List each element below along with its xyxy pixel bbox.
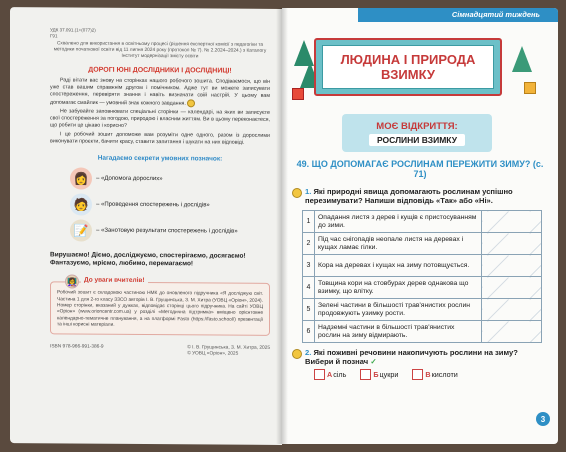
left-footer [50, 345, 270, 359]
table-row [303, 211, 542, 233]
legend-item [70, 194, 270, 217]
question-number: 1. [305, 187, 312, 196]
copyright-authors: © І. В. Грущинська, З. М. Хитра, 2025 [187, 345, 270, 352]
answer-cell[interactable] [482, 277, 542, 299]
smiley-icon [292, 349, 302, 359]
adult-helper-icon: 👩 [70, 168, 92, 190]
question-2-text [305, 348, 548, 366]
question-1 [292, 187, 548, 205]
checkmark-icon: ✓ [370, 357, 377, 366]
answer-cell[interactable] [482, 211, 542, 233]
option-label: цукри [379, 370, 399, 379]
legend-label: – «Проведення спостережень і дослідів» [96, 201, 210, 209]
table-row [303, 233, 542, 255]
question-2 [292, 348, 548, 366]
left-page [10, 7, 282, 445]
answer-options [314, 369, 548, 380]
intro-paragraph [50, 77, 270, 108]
record-results-icon: 📝 [70, 220, 92, 242]
option-label: сіль [333, 370, 347, 379]
teacher-note-title: До уваги вчителів! [81, 277, 148, 284]
question-1-text [305, 187, 548, 205]
answer-cell[interactable] [482, 299, 542, 321]
udc-code: УДК 37.091.(1+(077)2) [50, 27, 96, 33]
approval-note: Схвалено для використання в освітньому процесі (рішення експертної комісії з педагогіки та методики початкової освіти від 11 липня 2024 року (протокол № 7). № 2.2024–2024.) з Каталогу Інститут модернізації змісту освіти [53, 41, 267, 60]
observation-icon: 🧑 [70, 194, 92, 216]
legend-label: – «Допомога дорослих» [96, 175, 163, 183]
teacher-note-text: Робочий зошит є складовою частиною НМК до оновленого підручника «Я досліджую світ. Частина 1 для 2-го класу ЗЗСО авторів І. В. Грущинська, З. М. Хитра (УОВЦ «Оріон», 2024). Номер сторінки, вказаний у дужках, відповідає сторінці цього підручника. На сайті УОВЦ «Оріон» (www.orioncentr.com.ua) у розділі «Методична підтримка» вміщено орієнтовне календарно-тематичне планування, а на платформі Fasto (https://fasto.school/) презентації та інші корисні матеріали. [57, 290, 263, 328]
row-number: 6 [303, 321, 315, 343]
question-prompt: Які природні явища допомагають рослинам успішно перезимувати? Напиши відповідь «Так» або «Ні». [305, 187, 513, 205]
page-number: 3 [536, 412, 550, 426]
answer-cell[interactable] [482, 255, 542, 277]
intro-paragraph: Не забувайте заповнювати спеціальні сторінки — календарі, на яких ви записуєте свої спостереження за погодою, природою і власним життям. Ви в цьому переконаєтеся, що робити це цікаво і корисно? [50, 108, 270, 130]
row-statement: Під час снігопадів неопале листя на деревах і кущах ламає гілки. [315, 233, 482, 255]
discovery-title: МОЄ ВІДКРИТТЯ: [376, 120, 458, 132]
smiley-icon [187, 99, 195, 107]
lesson-title: 49. ЩО ДОПОМАГАЄ РОСЛИНАМ ПЕРЕЖИТИ ЗИМУ? (с. 71) [296, 159, 544, 179]
row-number: 2 [303, 233, 315, 255]
legend-title: Нагадаємо секрети умовних позначок: [97, 155, 223, 163]
option-label: кислоти [431, 370, 458, 379]
row-statement: Товщина кори на стовбурах дерев однакова що взимку, що влітку. [315, 277, 482, 299]
tree-icon [512, 46, 532, 72]
isbn: ISBN 978-966-991-386-9 [50, 344, 104, 350]
row-statement: Опадання листя з дерев і кущів є пристосуванням до зими. [315, 211, 482, 233]
right-page [282, 8, 558, 444]
checkbox[interactable] [360, 369, 371, 380]
discovery-banner [342, 114, 492, 152]
gift-icon [524, 82, 536, 94]
discovery-subtitle: РОСЛИНИ ВЗИМКУ [369, 134, 465, 146]
teacher-icon: 👩‍🏫 [65, 275, 79, 289]
book-gutter [276, 8, 288, 444]
intro-text [50, 77, 270, 147]
intro-paragraph-text: Раді вітати вас знову на сторінках нашого робочого зошита. Сподіваємося, що він уже став вашим справжнім другом і помічником. Адже тут ви можете записувати спостереження, перевіряти знання і навіть визначати свій настрій. У цьому вам допомагає смайлик — умовний знак кожного завдання. [50, 77, 270, 107]
question-prompt: Які поживні речовини накопичують рослини на зиму? Вибери й познач [305, 348, 518, 366]
copyright [187, 345, 270, 358]
legend-item [70, 168, 270, 191]
meta-top [50, 27, 270, 41]
motto-text: Вирушаємо! Діємо, досліджуємо, спостерігаємо, досягаємо! Фантазуємо, мріємо, любимо, перемагаємо! [50, 251, 246, 268]
answer-cell[interactable] [482, 321, 542, 343]
table-row [303, 321, 542, 343]
row-statement: Зелені частини в більшості трав'янистих рослин продовжують узимку рости. [315, 299, 482, 321]
table-row [303, 255, 542, 277]
phenomena-table [302, 210, 542, 343]
legend-list [50, 168, 270, 244]
option-b[interactable] [360, 369, 398, 380]
topic-title: ЛЮДИНА І ПРИРОДА ВЗИМКУ [322, 45, 494, 89]
option-c[interactable] [412, 369, 457, 380]
checkbox[interactable] [412, 369, 423, 380]
option-letter: А [327, 370, 333, 379]
option-a[interactable] [314, 369, 346, 380]
teacher-note-box [50, 276, 270, 336]
intro-paragraph: І це робочий зошит допоможе вам розуміти одне одного, разом із дорослими виконувати проєкти, бачити красу, ставити запитання і шукати на них відповіді. [50, 131, 270, 147]
week-label: Сімнадцятий тиждень [358, 8, 558, 22]
topic-banner [292, 32, 548, 110]
row-number: 3 [303, 255, 315, 277]
row-statement: Надземні частини в більшості трав'янистих рослин на зиму відмирають. [315, 321, 482, 343]
option-letter: Б [373, 370, 379, 379]
table-row [303, 299, 542, 321]
answer-cell[interactable] [482, 233, 542, 255]
topic-frame [314, 38, 502, 96]
row-number: 4 [303, 277, 315, 299]
question-number: 2. [305, 348, 312, 357]
checkbox[interactable] [314, 369, 325, 380]
smiley-icon [292, 188, 302, 198]
row-number: 1 [303, 211, 315, 233]
gift-icon [292, 88, 304, 100]
row-number: 5 [303, 299, 315, 321]
legend-item [70, 220, 270, 243]
greeting-heading: ДОРОГІ ЮНІ ДОСЛІДНИКИ І ДОСЛІДНИЦІ! [88, 66, 232, 75]
table-row [303, 277, 542, 299]
catalog-code: Г91 [50, 33, 58, 39]
option-letter: В [425, 370, 431, 379]
legend-label: – «Занотовую результати спостережень і дослідів» [96, 227, 238, 235]
row-statement: Кора на деревах і кущах на зиму потовщується. [315, 255, 482, 277]
copyright-publisher: © УОВЦ «Оріон», 2025 [187, 351, 239, 357]
